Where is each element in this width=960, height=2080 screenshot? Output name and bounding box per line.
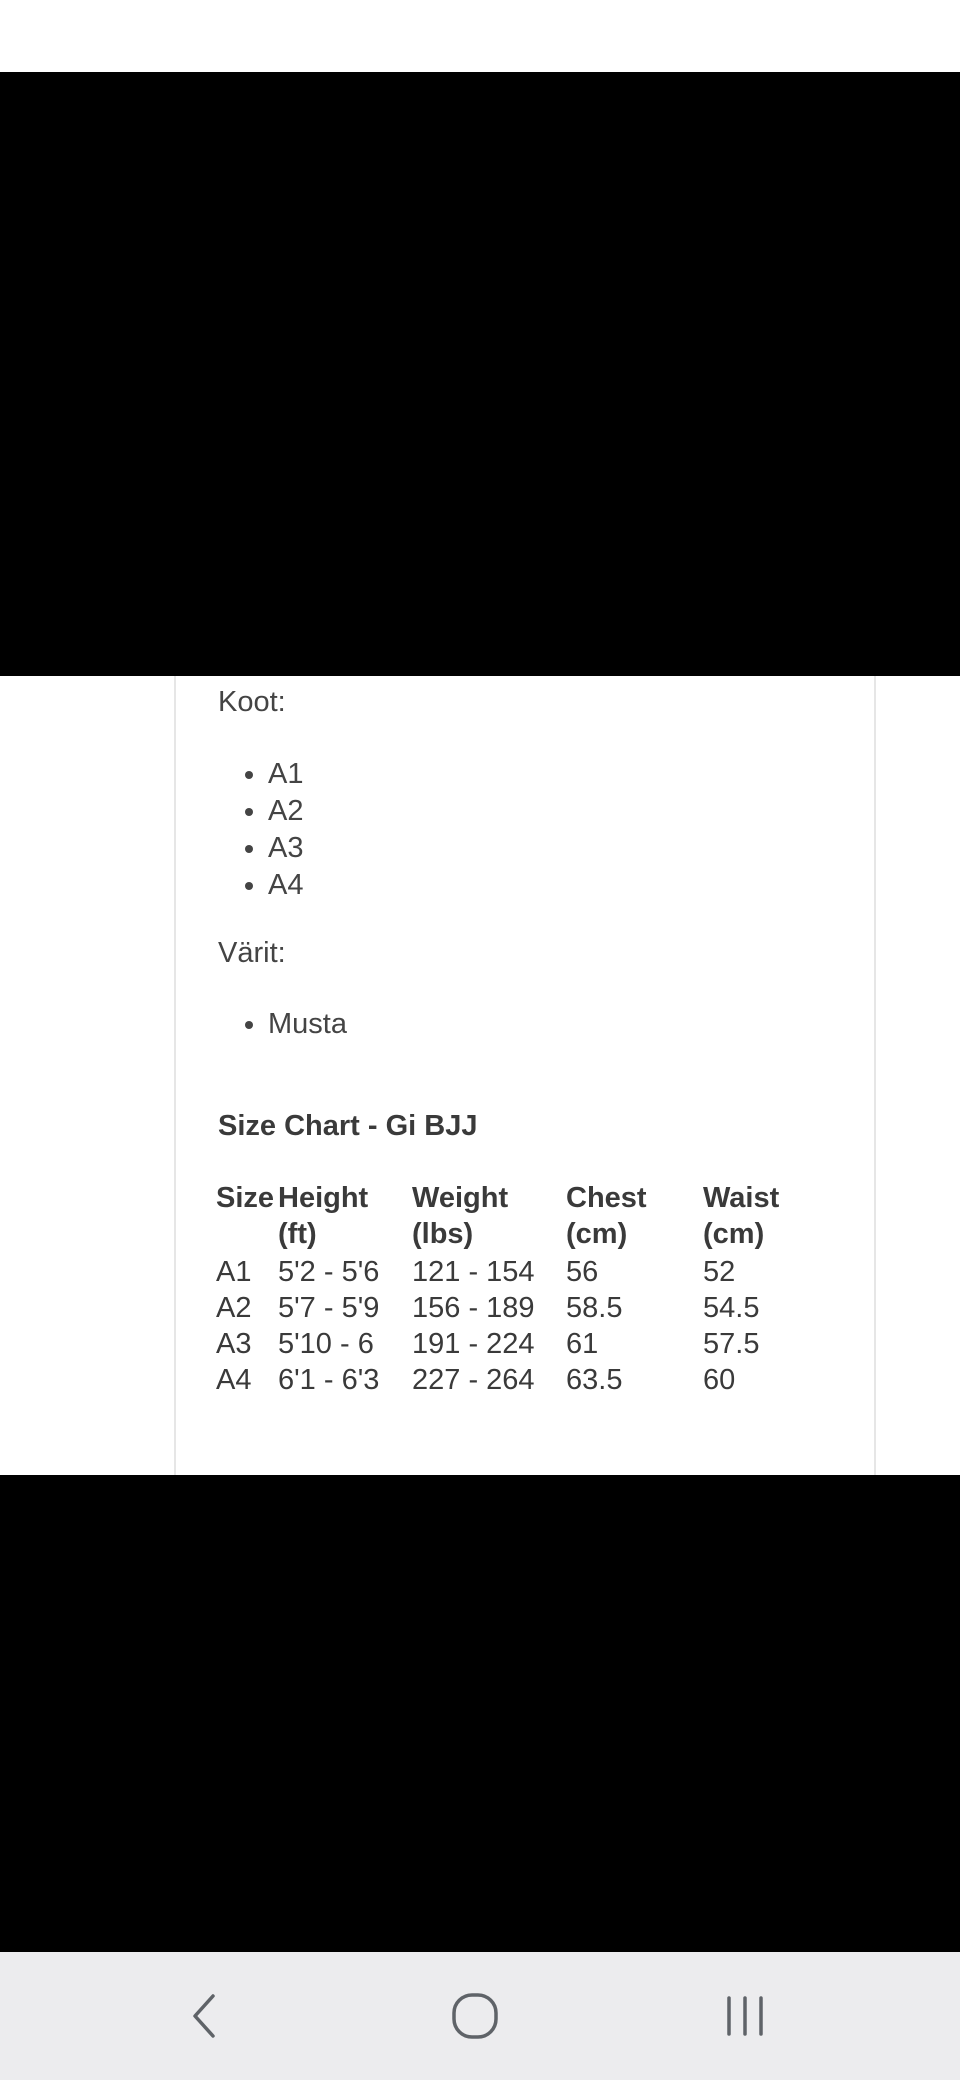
- cell-chest: 61: [566, 1328, 599, 1360]
- product-description-area: [0, 676, 960, 1475]
- redacted-region-top: [0, 72, 960, 676]
- header-size: Size: [216, 1182, 275, 1214]
- size-option: A1: [268, 758, 304, 790]
- header-height: Height (ft): [278, 1182, 369, 1250]
- circle-home-icon: [449, 1990, 501, 2042]
- table-row: [216, 1326, 813, 1362]
- cell-size: A1: [216, 1256, 252, 1288]
- cell-height: 6'1 - 6'3: [278, 1364, 380, 1396]
- list-item: [218, 793, 303, 830]
- header-weight: Weight (lbs): [412, 1182, 509, 1250]
- cell-size: A3: [216, 1328, 252, 1360]
- color-option: Musta: [268, 1008, 347, 1040]
- header-waist: Waist (cm): [703, 1182, 780, 1250]
- list-item: [218, 1006, 347, 1043]
- recent-apps-icon: [721, 1990, 769, 2042]
- recent-apps-button[interactable]: [665, 1952, 825, 2080]
- cell-weight: 227 - 264: [412, 1364, 535, 1396]
- size-chart-table: [216, 1180, 813, 1398]
- colors-list: [218, 1006, 347, 1043]
- list-item: [218, 867, 303, 904]
- size-chart-title: Size Chart - Gi BJJ: [218, 1110, 478, 1142]
- cell-waist: 57.5: [703, 1328, 760, 1360]
- sizes-label: Koot:: [218, 686, 286, 718]
- list-item: [218, 830, 303, 867]
- size-option: A2: [268, 795, 304, 827]
- sizes-list: [218, 756, 303, 904]
- cell-size: A4: [216, 1364, 252, 1396]
- bullet-icon: [245, 1021, 253, 1029]
- table-row: [216, 1254, 813, 1290]
- cell-weight: 121 - 154: [412, 1256, 535, 1288]
- cell-chest: 58.5: [566, 1292, 623, 1324]
- header-chest: Chest (cm): [566, 1182, 647, 1250]
- cell-weight: 191 - 224: [412, 1328, 535, 1360]
- cell-waist: 54.5: [703, 1292, 760, 1324]
- table-header-row: [216, 1180, 813, 1254]
- cell-height: 5'2 - 5'6: [278, 1256, 380, 1288]
- cell-chest: 56: [566, 1256, 599, 1288]
- cell-waist: 60: [703, 1364, 736, 1396]
- cell-height: 5'7 - 5'9: [278, 1292, 380, 1324]
- table-row: [216, 1290, 813, 1326]
- size-option: A4: [268, 869, 304, 901]
- list-item: [218, 756, 303, 793]
- chevron-left-icon: [185, 1990, 225, 2042]
- status-bar: [0, 0, 960, 72]
- table-row: [216, 1362, 813, 1398]
- back-button[interactable]: [125, 1952, 285, 2080]
- description-card: [174, 676, 876, 1475]
- home-button[interactable]: [395, 1952, 555, 2080]
- redacted-region-bottom: [0, 1475, 960, 1952]
- bullet-icon: [245, 882, 253, 890]
- cell-weight: 156 - 189: [412, 1292, 535, 1324]
- system-navigation-bar: [0, 1952, 960, 2080]
- bullet-icon: [245, 808, 253, 816]
- size-option: A3: [268, 832, 304, 864]
- bullet-icon: [245, 845, 253, 853]
- bullet-icon: [245, 771, 253, 779]
- cell-chest: 63.5: [566, 1364, 623, 1396]
- cell-size: A2: [216, 1292, 252, 1324]
- colors-label: Värit:: [218, 937, 286, 969]
- cell-height: 5'10 - 6: [278, 1328, 374, 1360]
- cell-waist: 52: [703, 1256, 736, 1288]
